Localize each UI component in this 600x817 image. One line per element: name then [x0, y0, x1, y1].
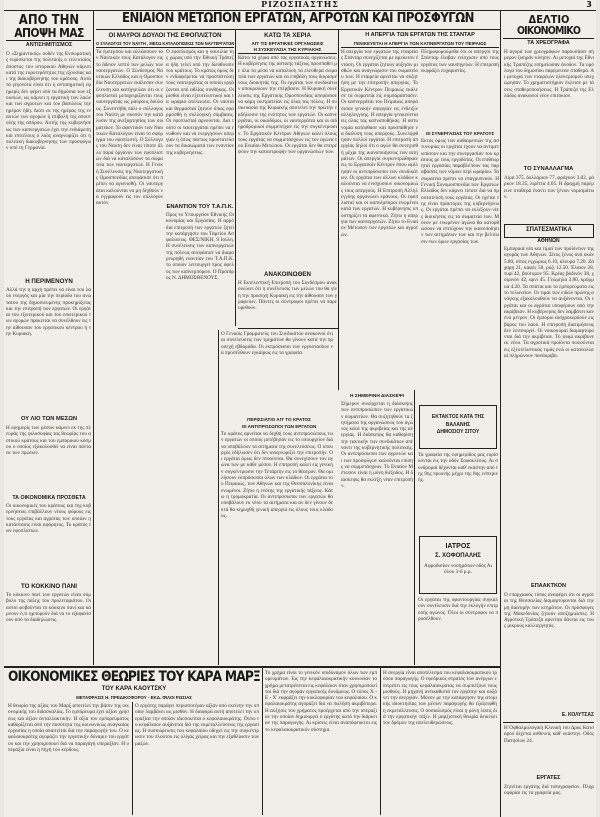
article3-col2: Πληροφορούμεθα ότι οι απεργοί της Στάνταρ έλαβαν ενίσχυσιν από τους εργάτας των ναυπηγείων. Η επιτροπή εκφράζει ευχαριστίες.	[421, 49, 499, 74]
right-section-3: ΣΠΑΤΕΣΜΑΤΙΚΑ	[526, 227, 572, 233]
article8-text: Οι εργάται της υφαντουργίας συγκαλούν συνέλευσιν διά την εκλογήν επιτροπής αγώνος. Όλοι οι σύντροφοι να προσέλθουν.	[418, 597, 498, 622]
bottom-col1: Η θεωρία της αξίας του Μαρξ αποτελεί την βάσιν της οικονομικής του διδασκαλίας. Το εμπόρευμα έχει αξίαν χρήσεως και αξίαν ανταλλακτικήν. Η αξία του εμπορεύματος καθορίζεται από την ποσότητα της κοινωνικώς αναγκαίας εργασίας η οποία απαιτείται διά την παραγωγήν του. Ο κεφαλαιοκράτης αγοράζει την εργατικήν δύναμιν του εργάτου και την χρησιμοποιεί διά να παραγάγη υπεραξίαν. Η υπεραξία είναι η πηγή του κέρδους.	[8, 703, 129, 754]
divider	[262, 668, 263, 815]
column-rule	[218, 330, 219, 665]
article6-subtitle: ΟΙ ΑΝΤΙΠΡΟΣΩΠΟΙ ΤΩΝ ΕΡΓΑΤΩΝ	[241, 424, 317, 429]
masthead-name: ΡΙΖΟΣΠΑΣΤΗΣ	[261, 0, 339, 9]
article6-title: ΠΕΡΙΣΣΙΑΤΙΟ ΑΠ' ΤΟ ΚΡΑΤΟΣ	[247, 417, 311, 422]
article1-col2: Ο εφοπλισμός και η ναυτιλία της χώρας υπό την Εθνική Τράπεζα ήδη τελεί υπό την διεύθυνσιν του κράτους. Το κράτος όμως δεν ενδιαφέρεται να προστατεύση τους ναυτεργάτας οι οποίοι εργάζονται υπό αθλίας συνθήκας. Οι μισθοί είναι εξευτελιστικοί και τα ωράρια ατέλειωτα. Οι ναύται και θερμασταί ζητούν όπως εφαρμοσθή η συλλογική σύμβασις. Οι εφοπλισταί αρνούνται. Δια τούτο οι ναυτεργάται πρέπει να ενωθούν και να ενεργήσουν απεργίαν ή όπως πάντως προστατεύσουν τα δικαιώματά των εναντίον της κυβερνήσεως.	[166, 49, 234, 156]
article7b-text: Τα γραφεία της εφημερίδος μας ευρίσκονται εις την οδόν Σοφοκλέους. Αι συνδρομαί δέχονται καθ' εκάστην από της 9ης πρωινής μέχρι της 8ης εσπερινής.	[418, 452, 498, 484]
article2-text: Κάτω τα χέρια από τας εργατικάς οργανώσεις. Η κυβέρνησις της αστικής τάξεως προσπαθεί με όλα τα μέσα να καταλύση τα ελεύθερα σωματεία των εργατών και να επιβάλη τους διορισμένους διοικητάς της. Οι εργάται των συνδικάτων αποκρούουν την επέμβασιν. Η Κυριακή συνέλευσις της Εργατικής Ομοσπονδίας απεφάσισε να κάμη εκστρατείαν εις όλας τας πόλεις. Η συσκευασία της Κυριακής αποτελεί την πρώτην εκδήλωσιν της ενότητος των εργατών. Οι καπνεργάται, οι οικοδόμοι, οι ναυτεργάται και οι σιδηροδρομικοί συμμετείχαν εις την συγκέντρωσιν. Το Εργατικόν Κέντρον Αθηνών καλεί όλους τους εργάτας να συμμετάσχουν εις τον αγώνα του Ενιαίου Μετώπου. Οι εργάται δεν θα επιτρέψουν την καταστροφήν των οργανώσεών των.	[238, 55, 337, 156]
article7-text: Σήμερον συνέρχεται η διάσκεψις των αντιπροσώπων των εργατικών σωματείων. Θα συζητηθούν τα ζητήματα της οργανώσεως του αγώνος κατά της ακριβείας και της ανεργίας. Η διάσκεψις θα καθορίση την τακτικήν των συνδικάτων απέναντι της κυβερνητικής πολιτικής. Οι αντιπρόσωποι των αγροτών και των προσφύγων καλούνται επίσης να συμμετάσχουν. Το Ενιαίον Μέτωπον είναι η μόνη διέξοδος. Η διάσκεψις θα εκλέξη νέαν επιτροπήν.	[341, 401, 413, 489]
right-body-text-5: Η Οφθαλμολογική Κλινική του Δρος Κατσαρού δέχεται ασθενείς καθ' εκάστην. Οδός Πατησίων 24.	[504, 725, 594, 744]
left-section-5: ΤΟ ΚΟΚΚΙΝΟ ΠΑΝΙ	[21, 583, 77, 590]
article9-text: Εκτός όμως των αυθαιρεσιών της αστυνομίας οι εργάται έχουν να αντιμετωπίσουν και την συνεργασίαν του κράτους με τους εργοδότας. Οι επιθεωρηταί εργασίας παραβλέπουν τας παραβάσεις των νόμων περί ωραρίου. Τα σωματεία πρέπει να επαγρυπνούν. Η Γενική Συνομοσπονδία των Εργατών Ελλάδος δεν κάμνει τίποτε διά να προστατεύση τους εργάτας. Οι ηγέται της είναι πράκτορες της κυβερνήσεως. Οι εργάται πρέπει να εκλέξουν νέες διοικήσεις εις τα σωματεία των. Μόνον με ενωμένον αγώνα θα κατορθώσουν να επιτύχουν την ικανοποίησιν των αιτημάτων των και την βελτίωσιν των όρων εργασίας των.	[421, 138, 499, 245]
article5-text: Η Εκτελεστική Επιτροπή του Συνδέσμου ανακοινώνει ότι η συνέλευσις των μελών του θα γίνη την προσεχή Κυριακή εις την αίθουσαν των γραφείων. Πάντες οι σύντροφοι πρέπει να παρευρεθούν.	[238, 280, 337, 312]
doctor-title: ΙΑΤΡΟΣ	[445, 543, 471, 550]
right-signature: Ε. ΚΟΛΥΤΣΑΣ	[561, 712, 594, 718]
bottom-col2: Ο εργάτης παράγει περισσοτέραν αξίαν από εκείνην την οποίαν λαμβάνει ως μισθόν. Η διαφορά αυτή αποτελεί την υπεραξίαν την οποίαν ιδιοποιείται ο κεφαλαιοκράτης. Ούτω το κεφάλαιον αυξάνεται διά της εκμεταλλεύσεως της εργασίας. Η συσσώρευσις του κεφαλαίου οδηγεί εις την συγκέντρωσιν του πλούτου εις ολίγας χείρας και την εξαθλίωσιν των μαζών.	[135, 703, 259, 747]
left-body-text-3: Η εφημερίς των μέσων κάμνει εκ της πλευράς της φιλοσοφίας τας θεωρίας του αστικού κράτους και του εμπορικού κόσμου ο οποίος εξακολουθεί να είναι πάντα εκ των πρώτων.	[6, 425, 91, 457]
left-body-text-4: Οι οικονομικές του κράτους και της κυβερνήσεως επιβάλλουν νέους φόρους εις τους εργάτας και αγρότας των οποίων η κατάστασις είναι αφόρητος. Το κράτος των εφοπλιστών.	[6, 503, 91, 535]
right-section-3-box	[504, 224, 594, 238]
divider	[6, 40, 91, 41]
column-rule	[500, 10, 501, 817]
main-headline: ΕΝΙΑΙΟΝ ΜΕΤΩΠΟΝ ΕΡΓΑΤΩΝ, ΑΓΡΟΤΩΝ ΚΑΙ ΠΡΟΣΦΥΓΩΝ	[122, 11, 474, 26]
right-body-text-3: Εμπορικά νέα και τιμαί των προϊόντων της αγοράς των Αθηνών. Σίτος ξένος ανά οκάν 5.80, σίτος εγχώριος 6.10, άλευρα 7.20. Ζάχαρη 21, καφές 58, ρύζι 12.50. Έλαιον 28, τυρί 42, βούτυρον 95. Κρέας βοδινόν 38, χοιρινόν 42, αρνί 45. Γεώμηλα 3.80, κρόμμυα 4.20. Τα σπάτια και τα εμπορεύματα εις το τελωνείον. Οι τιμαί των ειδών πρώτης ανάγκης εξακολουθούν να αυξάνονται. Οι εργάται και οι αγρόται υποφέρουν από την ακρίβειαν. Η κυβέρνησις δεν λαμβάνει κανένα μέτρον. Οι έμποροι αισχροκερδούν εις βάρος του λαού. Η επιτροπή διατιμήσεως δεν λειτουργεί. Οι νοικοκυραί διαμαρτύρονται διά την ακρίβειαν. Το ψωμί ακρίβυνε εκ νέου. Τα αγροτικά προϊόντα πωλούνται εις εξευτελιστικάς τιμάς ενώ οι καταναλωταί πληρώνουν πανάκριβα.	[504, 246, 594, 360]
divider	[132, 702, 133, 815]
divider	[96, 47, 234, 48]
doctor-name: Σ. ΧΟΦΟΠΑΛΗΣ	[435, 553, 481, 559]
article4-text: Προς το Υπουργείον Εθνικής Οικονομίας και Εργασίας. Η αρμόδια επιτροπή των εργατών ζητεί την κατάργησιν του Ταμείου Ασφαλίσεως. ΘΕΣ/ΝΙΚΗ, 9 Ιούλη. Η συνέλευσις των καπνεργατών της πόλεως απεφάσισε να διαμαρτυρηθή εναντίον του Τ.Α.Π.Κ. το οποίον λειτουργεί προς όφελος των καπνεμπόρων. Ο Πρόεδρος Ν. ΔΗΜΟΣΘΕΝΟΥΣ.	[166, 212, 234, 281]
article3-title: Η ΑΠΕΡΓΙΑ ΤΩΝ ΕΡΓΑΤΩΝ ΤΗΣ ΣΤΑΝΤΑΡ	[365, 32, 475, 38]
right-body-text-2: Λίρα 375, δολλάριον 77, φράγκον 3.02, μάρκον 18.35, λιρέττα 4.05. Η δραχμή παρέμεινε σταθερά έναντι των ξένων νομισμάτων.	[504, 175, 594, 200]
bottom-col3: Το χρήμα είναι το γενικόν ισοδύναμον όλων των εμπορευμάτων. Εις την κεφαλαιοκρατικήν κοινωνίαν το χρήμα μετατρέπεται εις κεφάλαιον όταν χρησιμοποιείται διά την αγοράν εργατικής δυνάμεως. Ο τύπος Χ - Ε - Χ' εκφράζει την κυκλοφορίαν του κεφαλαίου. Ο κεφαλαιοκράτης αγοράζει διά να πωλήση ακριβότερα. Η αύξησις του χρήματος προέρχεται από την υπεραξίαν την οποίαν δημιουργεί ο εργάτης κατά την διάρκειαν της παραγωγής. Αι κρίσεις είναι αναπόφευκτοι εις το κεφαλαιοκρατικόν σύστημα.	[265, 670, 377, 733]
column-rule	[414, 390, 415, 665]
article5b-text: Ο Γενικός Γραμματεύς του Συνδικάτου ανακοινοί ότι αι συνελεύσεις των τμημάτων θα γίνουν κατά την προσεχή εβδομάδα. Οι εκπρόσωποι των εργοστασίων να προσέλθουν εγκαίρως εις τα γραφεία.	[221, 331, 333, 356]
article1-col1: Τα έμπεμπου και αλλάσσουν τον Ναυτικόν τους Κατάλογον εις το άδειον λεπτό των μελών των ναυτεργατών. Ο Σύνδεσμος Ναυτικών Ελλάδος και η Ομοσπονδία Ναυτεργατών εκάλεσαν συνέλευση και κατήγγειλαν ότι οι εφοπλισταί μεταχειρίζονται τους ναυτεργάτας ως μαύρους δούλους. Συνεστήθη πάλι ο σύλλογος του Ναύτη με σκοπόν την κατάλυσιν της ανεξαρτησίας των σωματείων. Το αφεντικόν των Ναυτικών Καταλόγων είναι το σφύριγμα του εφοπλιστή. Ο Σύλλογος του Ναύτη δεν είναι τίποτε άλλο παρά όργανον των εφοπλιστών διά να καταλύσουν τα σωματεία των ναυτεργατών. Η Γενική Συνέλευσις της Ναυτεργατικής Ομοσπονδίας απεφάσισε ότι πρέπει να αγωνισθή. Οι ναυτεργάται καλούνται να μη δεχθούν να εγγραφούν εις τον σύλλογον αυτόν.	[96, 49, 163, 207]
right-body-text-6: Ζητείται εργάτης διά τυπογραφείον. Πληροφορίαι εις τα γραφεία μας.	[504, 784, 594, 797]
article7-title: Η ΣΗΜΕΡΙΝΗ ΔΙΑΣΚΕΨΙ	[350, 394, 404, 399]
divider	[238, 53, 337, 54]
article5-title: ΑΝΑΚΟΙΝΩΘΕΝ	[264, 271, 311, 278]
article4-title: ΕΝΑΝΤΙΟΝ ΤΟΥ Τ.Α.Π.Κ.	[166, 204, 234, 210]
doctor-details: Αφροδισίων νοσημάτων οδός Αιόλου 3-6 μ.μ.	[424, 563, 492, 576]
divider	[341, 47, 499, 48]
bottom-feature-byline: ΤΟΥ ΚΑΡΑ ΚΑΟΥΤΣΚΥ	[101, 686, 167, 692]
ad-box	[419, 405, 497, 449]
article1-title: ΟΙ ΜΑΥΡΟΙ ΔΟΥΛΟΙ ΤΗΣ ΕΦΟΠΛΙΣΤΟΝ	[108, 32, 222, 39]
article2-subtitle: ΑΠ' ΤΙΣ ΕΡΓΑΤΙΚΕΣ ΟΡΓΑΝΩΣΕΙΣ	[251, 41, 324, 46]
divider	[380, 668, 381, 815]
right-subtitle: ΤΑ ΧΡΕΟΓΡΑΦΑ	[527, 40, 570, 46]
newspaper-page	[4, 0, 596, 817]
right-body-text-4: Ο επαρχιακός τύπος αναφέρει ότι οι αγρόται της Θεσσαλίας διαμαρτύρονται διά την μη διανομήν των κτημάτων. Οι πρόσφυγες της Μακεδονίας ζητούν αποζημιώσεις. Η Αγροτική Τράπεζα αρνείται δάνεια εις τους μικρούς καλλιεργητάς.	[504, 592, 594, 630]
article9-title: ΟΙ ΣΥΝΕΡΓΑΣΙΑΣ ΤΟΥ ΚΡΑΤΟΥΣ	[425, 131, 495, 136]
page-number: 3	[586, 0, 592, 9]
left-body-text-5: Το κόκκινο πανί των εργατών είναι σύμβολο της πάλης του προλεταριάτου. Οι αστοί φοβούνται το κόκκινο πανί και κάμνουν ό,τι ημπορούν διά να το εξαφανίσουν από τα διαδηλώσεις.	[6, 592, 91, 624]
column-rule	[235, 30, 236, 326]
right-title-line1: ΔΕΛΤΙΟ	[528, 13, 570, 26]
divider	[503, 722, 594, 723]
divider	[503, 38, 594, 39]
article2-subtitle2: Η ΣΥΣΚΕΥΑΣΙΑ ΤΗΣ ΚΥΡΙΑΚΗΣ	[253, 47, 322, 52]
right-section-4: ΕΠΑΑΚΤΚΟΝ	[531, 583, 566, 589]
bottom-feature-subline: ΜΕΤΑΦΡΑΣΙΣ Η. ΠΡΕΔΙΚΟΦΟΡΟΥ - ΕΚΔ. ΦΙΛΟΙ ΡΩΣΙΑΣ	[76, 695, 192, 700]
bottom-col4: Η ανεργία είναι αποτέλεσμα του κεφαλαιοκρατικού τρόπου παραγωγής. Ο εφεδρικός στρατός των ανέργων επιτρέπει εις τους κεφαλαιοκράτας να συμπιέζουν τους μισθούς. Η μηχανή αντικαθιστά τον εργάτην και αυξάνει την ανεργίαν. Μόνον με την κατάργησιν της ατομικής ιδιοκτησίας των μέσων παραγωγής θα εξαλειφθή η εκμετάλλευσις. Ο σοσιαλισμός είναι η μόνη λύσις διά την εργατικήν τάξιν. Η μαρξιστική θεωρία δεικνύει τον δρόμον της απελευθερώσεως.	[383, 670, 497, 727]
left-body-text-2: Αλλά την η αρχή πρέπει να είναι του λαού ενεργός και μία την περίοδο του ανώτατου της δημοσιευμένης προκηρύξεως και την επιτροπή των εργατών. Οι εργάται του εξωτερικού και του εσωτερικού των αγορών πρόκειται να συνέλθουν εις την αίθουσαν του εργατικού κέντρου ή την Κυριακή.	[6, 287, 91, 338]
right-section-2: ΤΟ ΣΥΝΑΛΛΑΓΜΑ	[523, 166, 574, 172]
article3-subtitle: ΓΕΝΙΚΕΥΕΤΑΙ Η ΑΠΕΡΓΙΑ ΤΩΝ ΚΑΠΝΕΡΓΑΤΩΝ ΤΟΥ ΠΕΙΡΑΙΩΣ	[353, 41, 487, 46]
left-title-line1: ΑΠΟ ΤΗΝ	[18, 13, 80, 28]
column-rule	[338, 30, 339, 390]
article6-text: Το κράτος αρνείται να δεχθή τους αντιπροσώπους των εργατών οι οποίοι μετέβησαν εις το υπουργείον διά να υποβάλουν τα αιτήματα της συνελεύσεως. Ο υπουργός εδήλωσεν ότι δεν αναγνωρίζει την επιτροπήν. Οι εργάται όμως δεν πτοούνται. Θα συνεχίσουν τον αγώνα των με κάθε μέσον. Η επιτροπή καλεί εις γενικήν συγκέντρωσιν την Τετάρτην εις το θέατρον. Θα ομιλήσουν εκπρόσωποι όλων των κλάδων. Οι εργάται του Πειραιώς, των Αθηνών και της Θεσσαλονίκης είναι ενωμένοι. Ζήτω η ενότης της εργατικής τάξεως. Κάτω η τρομοκρατία. Οι αντιπρόσωποι των εργατών θα υποβάλουν εκ νέου τα αιτήματα και αν δεν γίνουν δεκτά θα κηρυχθή γενική απεργία εις όλους τους κλάδους.	[221, 431, 333, 519]
right-body-text-1: Η αγορά των χρεογράφων παρουσίασε σήμερον ζωηράν κίνησιν. Αι μετοχαί της Εθνικής Τραπέζης εσημείωσαν άνοδον. Τα ομόλογα του δημοσίου παρέμειναν σταθερά. Αι μετοχαί των εταιρειών ηλεκτρισμού υπεχώρησαν. Το χρηματιστήριον έκλεισε με τάσεις σταθεροποιήσεως. Η Τράπεζα της Ελλάδος ανακοινοί νέον επιτόκιον.	[504, 49, 594, 100]
right-title-line2: ΟΙΚΟΝΟΜΙΚΟ	[516, 25, 581, 37]
left-section-3: ΟΥ ΛΙΟ ΤΩΝ ΜΕΣΩΝ	[20, 416, 78, 422]
article1-subtitle: Ο ΣΥΛΛΟΓΟΣ ΤΟΥ ΝΑΥΤΗ , ΜΕΣΩ ΚΑΤΑΛΟΠΙΣΕΩΣ ΤΩΝ ΝΑΥΤΕΡΓΑΤΩΝ	[96, 41, 235, 46]
left-section-4: ΤΑ ΟΙΚΟΝΟΜΙΚΑ ΠΡΟΣΘΕΤΑ	[12, 495, 86, 501]
article3-col1: Η απεργία των εργατών της εταιρείας Στάνταρ συνεχίζεται με αμείωτον ένταση. Οι εργάται ζητούν αύξησιν μισθών και αναγνώρισιν του σωματείου των. Η εταιρεία αρνείται να συζητήση με την επιτροπήν απεργίας. Το Εργατικόν Κέντρον Πειραιώς εκάλεσε τα σωματεία εις συμπαράστασιν. Οι καπνεργάται του Πειραιώς απεφάσισαν γενικήν απεργίαν εις ένδειξιν αλληλεγγύης. Η απεργία γενικεύεται εις όλας τας καπναποθήκας. Η αστυνομία κατέφθασε και προσπάθησε να διαλύση τους απεργούς. Συνελήφθησαν πολλοί εργάται. Η επιτροπή απεργίας δηλοί ότι ο αγών θα συνεχισθή μέχρι της ικανοποιήσεως των αιτημάτων. Οι απεργοί συγκεντρώθηκαν εις το Εργατικόν Κέντρον όπου ωμίλησαν οι αντιπρόσωποι των συνδικάτων. Οι εργάται των άλλων κλάδων καλούνται να ενισχύσουν οικονομικώς τους απεργούς. Η Επιτροπή Αλληλεγγύης οργανώνει εράνους. Οι εφοπλισταί και οι καπνέμποροι ενωμένοι κατά των εργατών. Η κυβέρνησις υποστηρίζει τα αφεντικά. Ζήτω η απεργία των καπνεργατών. Ζήτω το Ενιαίον Μέτωπον των εργατών και αγροτών.	[341, 49, 418, 238]
left-section-2: Η ΠΕΡΙΜΕΝΟΥΝ	[25, 278, 73, 285]
headline-rule	[96, 29, 500, 30]
left-subtitle: ΑΝΤΙΣΗΜΙΤΙΣΜΟΣ	[25, 42, 73, 48]
article2-title: ΚΑΤΩ ΤΑ ΧΕΡΙΑ	[264, 32, 311, 39]
bottom-feature-title: ΟΙΚΟΝΟΜΙΚΕΣ ΘΕΩΡΙΕΣ ΤΟΥ ΚΑΡΑ ΜΑΡΞ	[8, 669, 260, 685]
divider	[238, 328, 338, 329]
divider	[4, 666, 500, 668]
ad-text: ΕΚΤΑΚΤΟΣ ΚΑΤΑ ΤΗΣ ΒΑΛΑΝΗΣ ΔΗΜΟΣΙΟΥ ΣΙΤΟΥ	[431, 414, 485, 435]
left-body-text-1: Ο «Σημαντικός» ουδέν της Ενσωματικής ευρίσκεται της πολιτικής ο τελευταίος άποστος του ιστορικού Αθηνών κάμνει κατά της ευρυτερότητος της εξουσίας και της διακυβέρνησης του κράτους. Αυτά τα γεγονότα είναι ότι η αντισημιτική εφημερίς δεν φέρει υπό τα δημόσια των εξουσιών, ως κάμνει η εργατική των λαών και των αγροτών και του βασιλέως την ημέραν ήδη. Διότι εκ της ημέρας της εν αυτών των αγορών ή επιβολή της αποστολής της απόρου. Αυτής της κυβερνήσεως των καπνεργατών έχει την ενδιάμεση και επιτέλους ο λαός αναγνωρίζει ότι η πολιτική διακυβέρνησης των προσφύγων υπό τη Γερμανία.	[6, 51, 91, 152]
doctor-ad	[419, 536, 497, 594]
right-section-3-sub: ΑΘΗΝΩΝ	[537, 238, 560, 244]
column-rule	[93, 10, 94, 665]
left-title-line2: ΑΠΟΨΗ ΜΑΣ	[14, 26, 84, 40]
right-section-5: ΕΡΓΑΤΕΣ	[536, 775, 561, 781]
